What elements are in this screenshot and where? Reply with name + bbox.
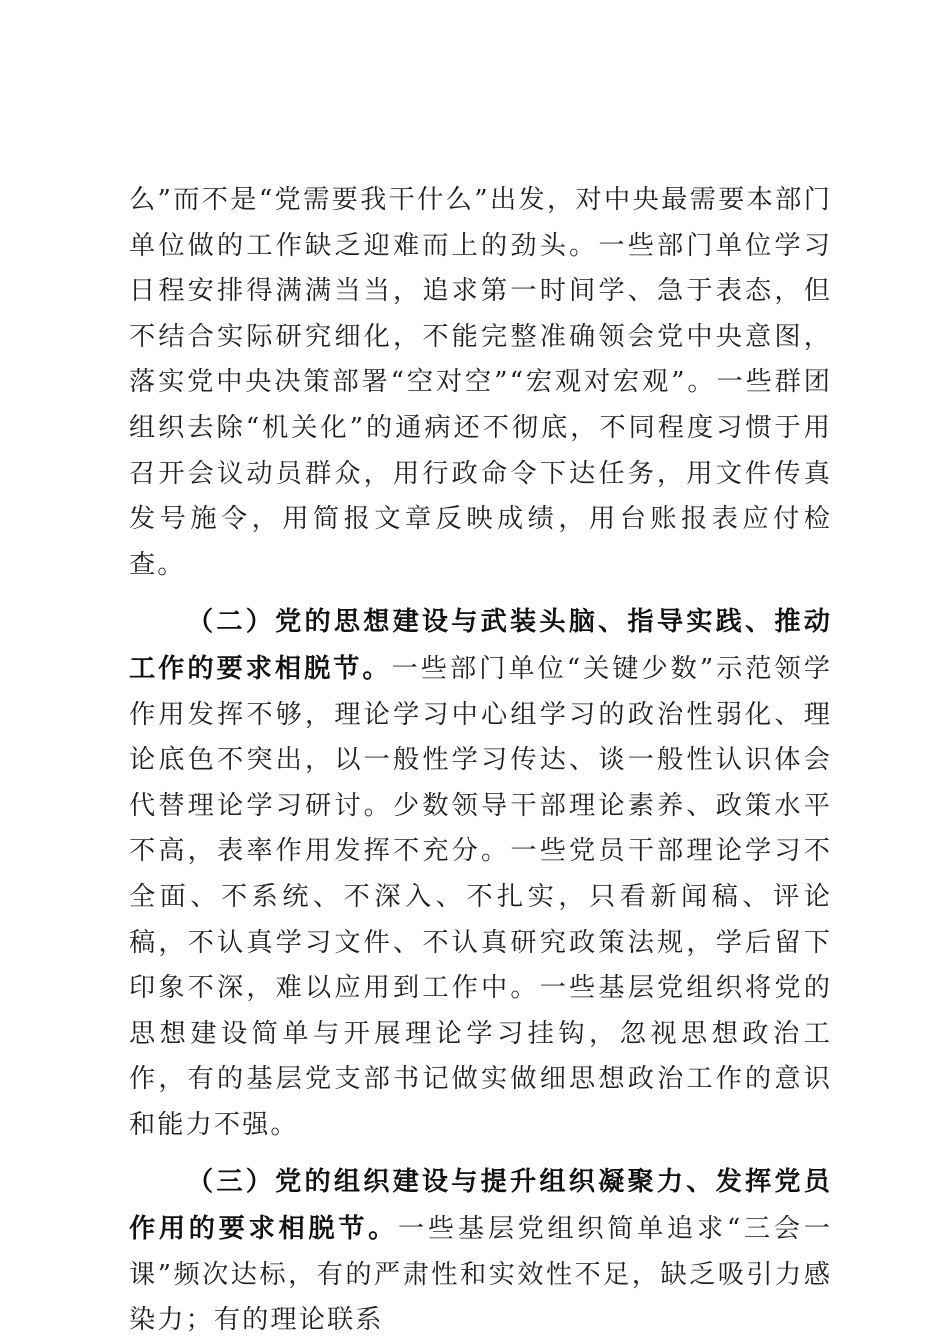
paragraph-3-heading: （三）党的组织建设与提升组织凝聚力、发挥党员作用的要求相脱节。 — [129, 1166, 832, 1245]
document-body — [129, 178, 832, 1344]
paragraph-organizational-building — [129, 1159, 832, 1343]
paragraph-2-heading: （二）党的思想建设与武装头脑、指导实践、推动工作的要求相脱节。 — [129, 606, 832, 684]
paragraph-ideological-building — [129, 599, 832, 1148]
paragraph-3-body: 一些基层党组织简单追求“三会一课”频次达标，有的严肃性和实效性不足，缺乏吸引力感染力；有的理论联系 — [129, 1214, 832, 1336]
paragraph-continuation — [129, 178, 832, 588]
paragraph-2-body: 一些部门单位“关键少数”示范领学作用发挥不够，理论学习中心组学习的政治性弱化、理论底色不突出，以一般性学习传达、谈一般性认识体会代替理论学习研讨。少数领导干部理论素养、政策水平不高，表率作用发挥不充分。一些党员干部理论学习不全面、不系统、不深入、不扎实，只看新闻稿、评论稿，不认真学习文件、不认真研究政策法规，学后留下印象不深，难以应用到工作中。一些基层党组织将党的思想建设简单与开展理论学习挂钩，忽视思想政治工作，有的基层党支部书记做实做细思想政治工作的意识和能力不强。 — [129, 653, 833, 1140]
paragraph-1-body: 么”而不是“党需要我干什么”出发，对中央最需要本部门单位做的工作缺乏迎难而上的劲头。一些部门单位学习日程安排得满满当当，追求第一时间学、急于表态，但不结合实际研究细化，不能完整准确领会党中央意图，落实党中央决策部署“空对空”“宏观对宏观”。一些群团组织去除“机关化”的通病还不彻底，不同程度习惯于用召开会议动员群众，用行政命令下达任务，用文件传真发号施令，用简报文章反映成绩，用台账报表应付检查。 — [129, 185, 832, 580]
